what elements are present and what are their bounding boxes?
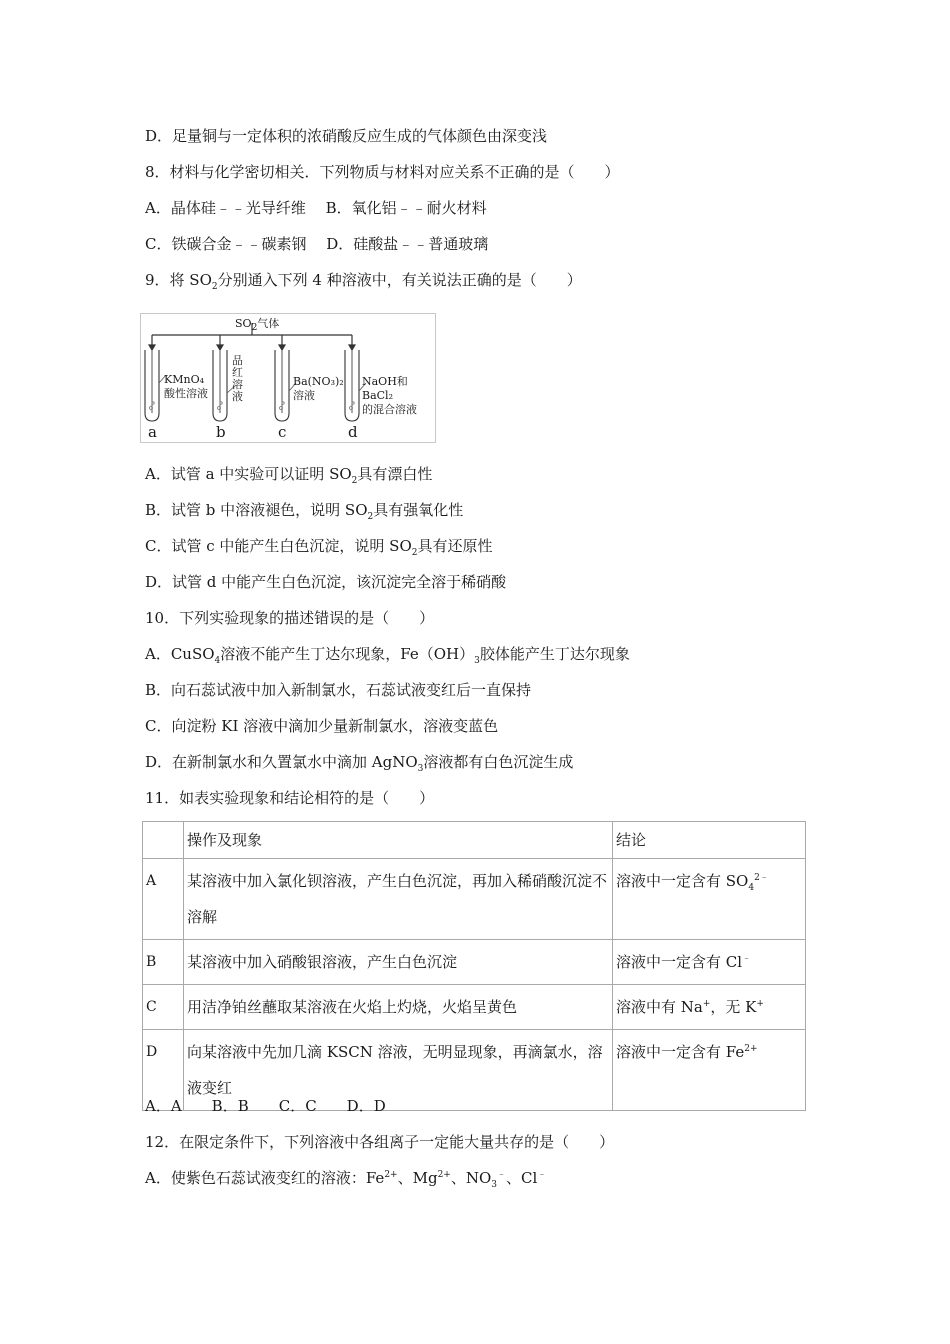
row-label: B <box>143 940 184 985</box>
q12-stem: 12．在限定条件下，下列溶液中各组离子一定能大量共存的是（ ） <box>145 1133 615 1151</box>
tube-c-label: Ba(NO₃)₂ 溶液 <box>293 375 344 402</box>
header-label <box>143 822 184 859</box>
header-operation: 操作及现象 <box>184 822 613 859</box>
q9-option-a: A．试管 a 中实验可以证明 $SO_2$具有漂白性 <box>145 465 433 486</box>
q7-option-d: D．足量铜与一定体积的浓硝酸反应生成的气体颜色由深变浅 <box>145 127 548 145</box>
tube-d-letter: d <box>348 423 358 441</box>
tube-a-letter: a <box>148 423 157 441</box>
q10-option-a: A．CuSO$_4$溶液不能产生丁达尔现象，$Fe(OH)_3$胶体能产生丁达尔现象 <box>145 645 630 666</box>
tube-a-label: KMnO₄ 酸性溶液 <box>164 373 208 400</box>
row-conclusion: 溶液中一定含有 Cl﹣ <box>613 940 806 985</box>
table-header-row <box>143 822 806 859</box>
row-operation: 某溶液中加入氯化钡溶液，产生白色沉淀，再加入稀硝酸沉淀不溶解 <box>184 859 613 940</box>
q8-options-cd: C．铁碳合金﹣﹣碳素钢 D．硅酸盐﹣﹣普通玻璃 <box>145 235 489 253</box>
test-tubes-figure <box>140 313 436 443</box>
q9-option-b: B．试管 b 中溶液褪色，说明 $SO_2$具有强氧化性 <box>145 501 464 522</box>
table-row <box>143 859 806 940</box>
row-operation: 某溶液中加入硝酸银溶液，产生白色沉淀 <box>184 940 613 985</box>
q10-option-b: B．向石蕊试液中加入新制氯水，石蕊试液变红后一直保持 <box>145 681 532 699</box>
row-conclusion: 溶液中有 Na+，无 K+ <box>613 985 806 1030</box>
q8-options-ab: A．晶体硅﹣﹣光导纤维 B．氧化铝﹣﹣耐火材料 <box>145 199 487 217</box>
q10-option-d: D．在新制氯水和久置氯水中滴加 AgNO$_3$溶液都有白色沉淀生成 <box>145 753 574 774</box>
table-row <box>143 940 806 985</box>
q10-option-c: C．向淀粉 KI 溶液中滴加少量新制氯水，溶液变蓝色 <box>145 717 499 735</box>
row-conclusion: 溶液中一定含有 $SO_4^{2﹣}$ <box>613 859 806 940</box>
q11-stem: 11．如表实验现象和结论相符的是（ ） <box>145 789 435 807</box>
row-label: D <box>143 1030 184 1111</box>
row-label: A <box>143 859 184 940</box>
row-conclusion: 溶液中一定含有 $Fe^{2+}$ <box>613 1030 806 1111</box>
row-operation: 向某溶液中先加几滴 KSCN 溶液，无明显现象，再滴氯水，溶液变红 <box>184 1030 613 1111</box>
q11-options: A．A B．B C．C D．D <box>145 1097 386 1115</box>
q9-option-c: C．试管 c 中能产生白色沉淀，说明 $SO_2$具有还原性 <box>145 537 493 558</box>
table-row <box>143 985 806 1030</box>
q9-option-d: D．试管 d 中能产生白色沉淀，该沉淀完全溶于稀硝酸 <box>145 573 507 591</box>
q9-stem: 9．将 $SO_2$分别通入下列 4 种溶液中，有关说法正确的是（ ） <box>145 271 582 292</box>
tube-b-letter: b <box>216 423 226 441</box>
q11-table <box>142 821 806 1111</box>
gas-label: $SO_2$气体 <box>235 317 280 334</box>
row-label: C <box>143 985 184 1030</box>
q12-option-a: A．使紫色石蕊试液变红的溶液：$Fe^{2+}$、$Mg^{2+}$、$NO_3^﹣$、Cl﹣ <box>145 1169 547 1190</box>
tube-c-letter: c <box>278 423 287 441</box>
row-operation: 用洁净铂丝蘸取某溶液在火焰上灼烧，火焰呈黄色 <box>184 985 613 1030</box>
tube-d-label: NaOH和BaCl₂ 的混合溶液 <box>362 375 417 416</box>
q10-stem: 10．下列实验现象的描述错误的是（ ） <box>145 609 435 627</box>
header-conclusion: 结论 <box>613 822 806 859</box>
tube-b-label: 品红溶液 <box>232 354 243 403</box>
q8-stem: 8．材料与化学密切相关．下列物质与材料对应关系不正确的是（ ） <box>145 163 620 181</box>
